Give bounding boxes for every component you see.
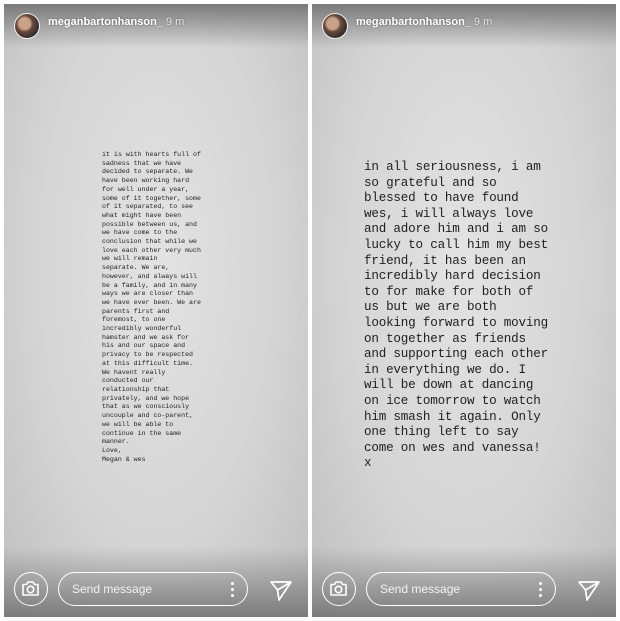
story-text: it is with hearts full of sadness that we have decided to separate. We have been working hard for well under a year, some of it together, some of it separated, to see what might have been possible between us, and we have come to the conclusion that while we love each other very much we will remain separate. We are, however, and always will be a family, and in many ways we are closer than we have ever been. We are parents first and foremost, to one incredibly wonderful hamster and we ask for his and our space and privacy to be respected at this difficult time. We havent really conducted our relationship that privately, and we hope that as we consciously uncouple and co-parent, we will be able to continue in the same manner. Love, Megan & wes: [102, 151, 201, 463]
story-header: [312, 4, 616, 48]
username-text[interactable]: meganbartonhanson_: [48, 16, 163, 28]
story-time: 9 m: [165, 16, 185, 28]
story-footer: [4, 547, 308, 617]
share-button[interactable]: [268, 578, 294, 604]
send-message-placeholder: Send message: [380, 582, 461, 596]
more-options-icon[interactable]: [231, 582, 235, 598]
send-message-input[interactable]: [58, 572, 248, 606]
more-options-icon[interactable]: [539, 582, 543, 598]
avatar[interactable]: [14, 13, 40, 39]
direct-share-icon: [268, 578, 294, 604]
story-header: [4, 4, 308, 48]
username[interactable]: [48, 16, 184, 28]
send-message-placeholder: Send message: [72, 582, 153, 596]
camera-icon: [329, 580, 348, 597]
story-footer: [312, 547, 616, 617]
camera-button[interactable]: [14, 572, 48, 606]
story-panel-left[interactable]: [4, 4, 308, 617]
username[interactable]: [356, 16, 492, 28]
share-button[interactable]: [576, 578, 602, 604]
camera-icon: [21, 580, 40, 597]
username-text[interactable]: meganbartonhanson_: [356, 16, 471, 28]
send-message-input[interactable]: [366, 572, 556, 606]
avatar[interactable]: [322, 13, 348, 39]
story-text: in all seriousness, i am so grateful and so blessed to have found wes, i will always love and adore him and i am so lucky to call him my best friend, it has been an incredibly hard decision to for make for both of us but we are both looking forward to moving on together as friends and supporting each other in everything we do. I will be down at dancing on ice tomorrow to watch him smash it again. Only one thing left to say come on wes and vanessa! x: [364, 160, 548, 471]
camera-button[interactable]: [322, 572, 356, 606]
direct-share-icon: [576, 578, 602, 604]
story-panel-right[interactable]: [312, 4, 616, 617]
story-time: 9 m: [473, 16, 493, 28]
